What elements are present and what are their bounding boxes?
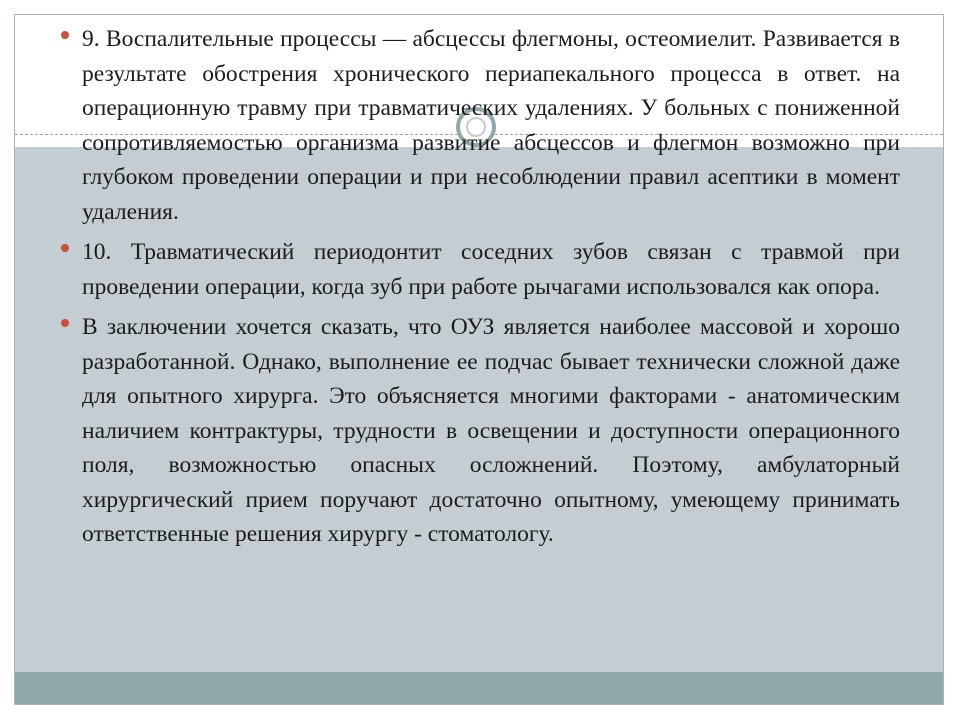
bullet-dot-icon [61,319,69,327]
bullet-dot-icon [61,244,69,252]
bullet-item-periodontitis [66,235,900,304]
footer-band [15,672,943,705]
bullet-dot-icon [61,31,69,39]
bullet-list [66,22,900,552]
bullet-text: В заключении хочется сказать, что ОУЗ является наиболее массовой и хорошо разработанной. Однако, выполнение ее подчас бывает технически сложной даже для опытного хирурга. Это объясняется многими факторами - анатомическим наличием контрактуры, трудности в освещении и доступности операционного поля, возможностью опасных осложнений. Поэтому, амбулаторный хирургический прием поручают достаточно опытному, умеющему принимать ответственные решения хирургу - стоматологу. [82,314,900,547]
slide-content [66,22,900,558]
bullet-item-complications [66,22,900,229]
bullet-text: 10. Травматический периодонтит соседних зубов связан с травмой при проведении операции, когда зуб при работе рычагами использовался как опора. [82,239,900,300]
bullet-item-conclusion [66,310,900,552]
bullet-text: 9. Воспалительные процессы — абсцессы флегмоны, остеомиелит. Развивается в результате обострения хронического периапекального процесса в ответ. на операционную травму при травматических удалениях. У больных с пониженной сопротивляемостью организма развитие абсцессов и флегмон возможно при глубоком проведении операции и при несоблюдении правил асептики в момент удаления. [82,26,900,225]
